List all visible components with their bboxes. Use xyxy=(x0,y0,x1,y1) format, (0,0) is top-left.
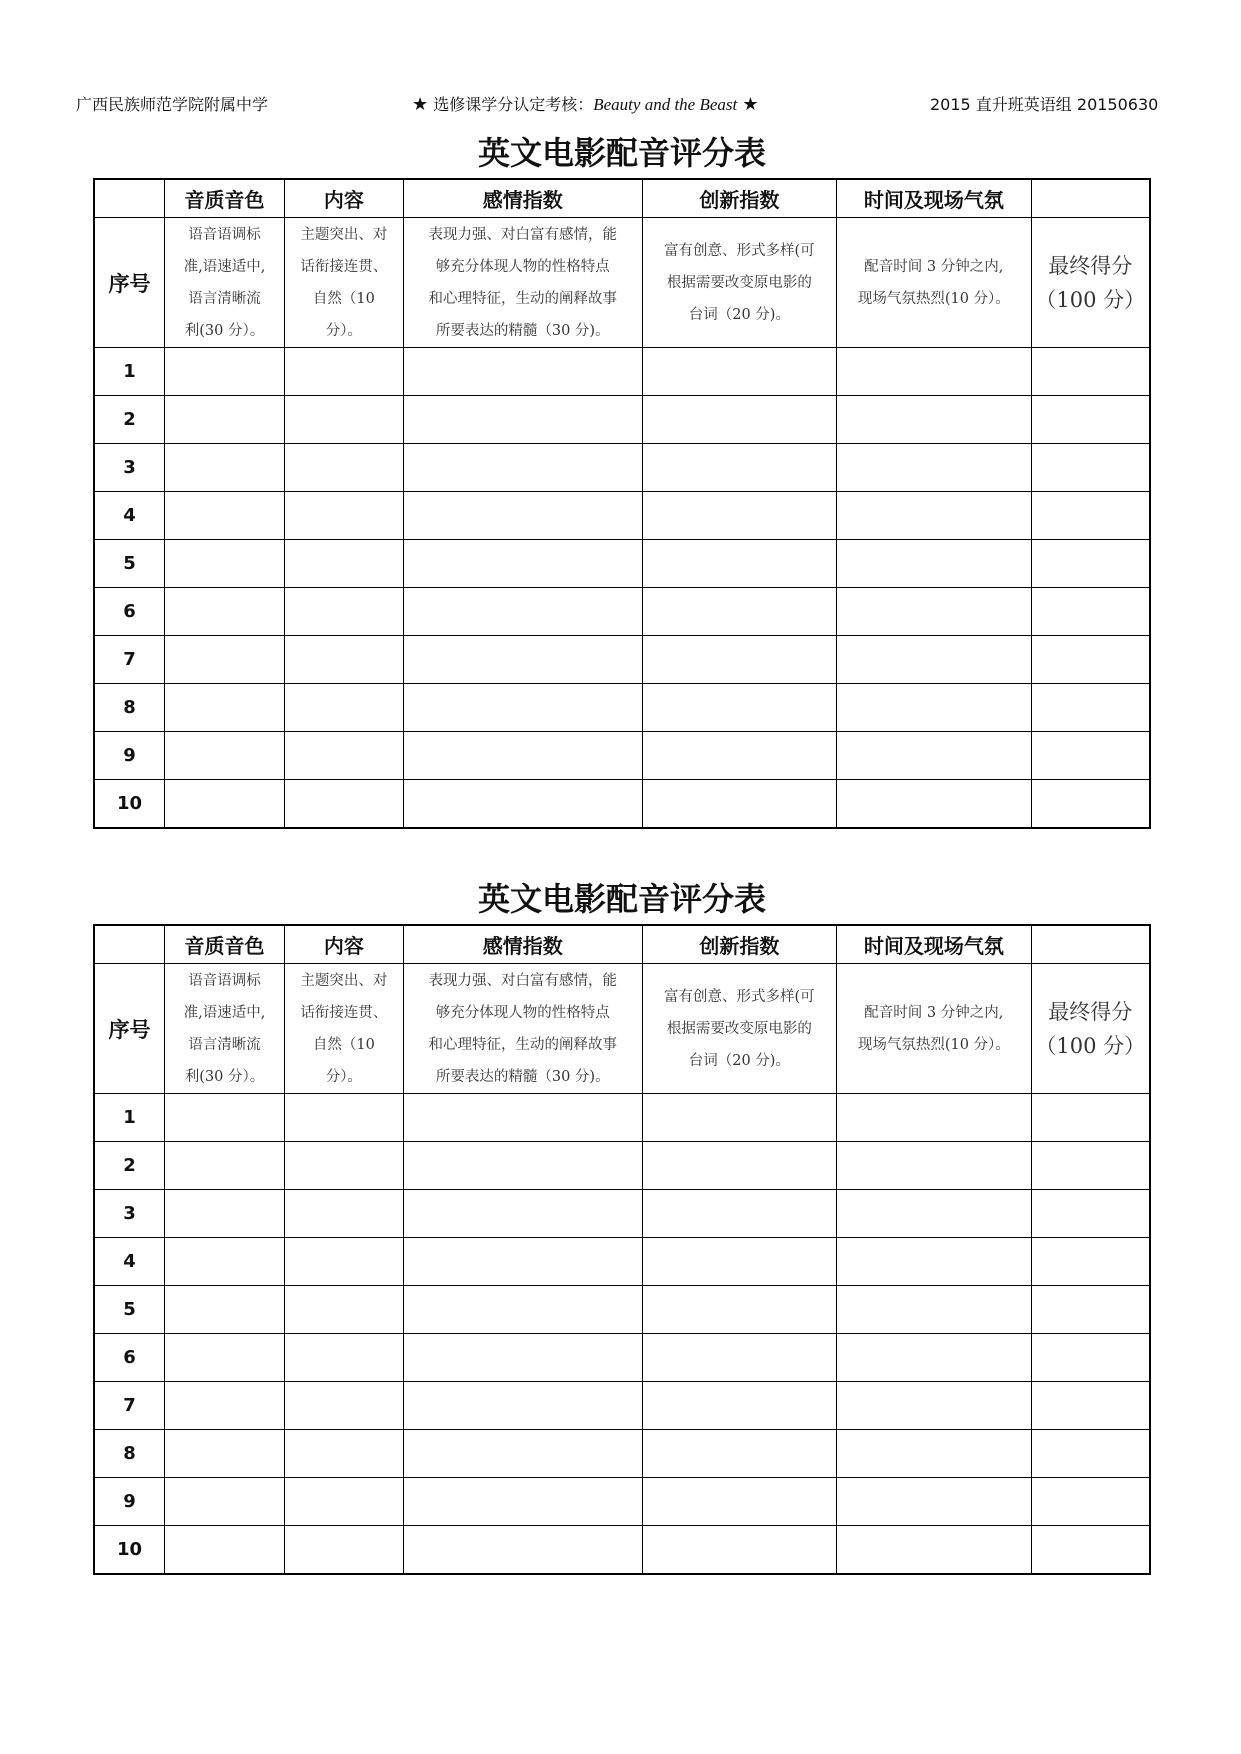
score-cell[interactable] xyxy=(165,1142,285,1190)
score-cell[interactable] xyxy=(642,348,836,396)
column-header-row xyxy=(94,179,1150,218)
table-row xyxy=(94,1478,1150,1526)
seq-label-cell xyxy=(94,964,165,1094)
score-cell[interactable] xyxy=(1031,1238,1150,1286)
table-row xyxy=(94,1238,1150,1286)
score-cell[interactable] xyxy=(642,1334,836,1382)
score-cell[interactable] xyxy=(642,492,836,540)
score-cell[interactable] xyxy=(403,636,642,684)
criteria-description xyxy=(403,218,642,348)
score-sheet-2 xyxy=(93,874,1151,1575)
score-cell[interactable] xyxy=(284,396,403,444)
column-header xyxy=(1031,925,1150,964)
table-row xyxy=(94,1430,1150,1478)
score-cell[interactable] xyxy=(165,636,285,684)
criteria-line: 话衔接连贯、 xyxy=(300,258,388,275)
table-row xyxy=(94,540,1150,588)
row-number-cell xyxy=(94,588,165,636)
score-cell[interactable] xyxy=(1031,540,1150,588)
score-cell[interactable] xyxy=(403,732,642,780)
score-cell[interactable] xyxy=(1031,636,1150,684)
row-number-cell xyxy=(94,780,165,829)
score-cell[interactable] xyxy=(165,540,285,588)
criteria-description xyxy=(284,964,403,1094)
score-cell[interactable] xyxy=(1031,1286,1150,1334)
score-cell[interactable] xyxy=(403,492,642,540)
score-table xyxy=(93,924,1151,1575)
column-header: 感情指数 xyxy=(403,179,642,218)
score-cell[interactable] xyxy=(837,396,1031,444)
score-cell[interactable] xyxy=(1031,492,1150,540)
score-cell[interactable] xyxy=(403,396,642,444)
column-header-row xyxy=(94,925,1150,964)
criteria-line: 语言清晰流 xyxy=(188,290,261,307)
row-number: 6 xyxy=(123,1347,136,1368)
score-cell[interactable] xyxy=(165,1094,285,1142)
criteria-line: 根据需要改变原电影的 xyxy=(666,1020,812,1037)
column-header: 感情指数 xyxy=(403,925,642,964)
score-cell[interactable] xyxy=(403,1142,642,1190)
score-cell[interactable] xyxy=(284,1286,403,1334)
score-cell[interactable] xyxy=(1031,1334,1150,1382)
score-cell[interactable] xyxy=(165,1238,285,1286)
score-cell[interactable] xyxy=(837,1094,1031,1142)
table-row xyxy=(94,1094,1150,1142)
criteria-line: 够充分体现人物的性格特点 xyxy=(435,1004,610,1021)
row-number: 4 xyxy=(123,505,136,526)
score-cell[interactable] xyxy=(642,1478,836,1526)
score-cell[interactable] xyxy=(165,444,285,492)
score-cell[interactable] xyxy=(403,684,642,732)
table-row xyxy=(94,1286,1150,1334)
criteria-line: 主题突出、对 xyxy=(300,226,388,243)
column-header xyxy=(94,925,165,964)
score-cell[interactable] xyxy=(165,1526,285,1575)
criteria-line: 利(30 分）。 xyxy=(184,322,265,339)
score-cell[interactable] xyxy=(165,1430,285,1478)
criteria-line: 表现力强、对白富有感情，能 xyxy=(428,226,617,243)
score-cell[interactable] xyxy=(284,540,403,588)
score-cell[interactable] xyxy=(1031,588,1150,636)
table-row xyxy=(94,396,1150,444)
row-number-cell xyxy=(94,1142,165,1190)
column-header: 音质音色 xyxy=(165,179,285,218)
score-cell[interactable] xyxy=(284,636,403,684)
score-sheet-1 xyxy=(93,128,1151,829)
criteria-line: 自然（10 xyxy=(312,290,375,307)
group-label: 2015 直升班英语组 20150630 xyxy=(930,95,1159,114)
score-cell[interactable] xyxy=(837,1526,1031,1575)
score-cell[interactable] xyxy=(1031,1430,1150,1478)
score-cell[interactable] xyxy=(837,1382,1031,1430)
score-cell[interactable] xyxy=(284,684,403,732)
row-number-cell xyxy=(94,1478,165,1526)
score-cell[interactable] xyxy=(284,1526,403,1575)
column-header: 音质音色 xyxy=(165,925,285,964)
score-cell[interactable] xyxy=(1031,1142,1150,1190)
sheet-title: 英文电影配音评分表 xyxy=(477,880,766,918)
criteria-description xyxy=(837,964,1031,1094)
table-row xyxy=(94,588,1150,636)
criteria-line: 富有创意、形式多样(可 xyxy=(664,242,815,259)
row-number: 5 xyxy=(123,1299,136,1320)
criteria-line: 和心理特征，生动的阐释故事 xyxy=(428,290,617,307)
row-number-cell xyxy=(94,1190,165,1238)
score-cell[interactable] xyxy=(403,1526,642,1575)
score-cell[interactable] xyxy=(284,444,403,492)
score-cell[interactable] xyxy=(284,1142,403,1190)
row-number-cell xyxy=(94,636,165,684)
row-number-cell xyxy=(94,1238,165,1286)
score-cell[interactable] xyxy=(837,1478,1031,1526)
criteria-line: 自然（10 xyxy=(312,1036,375,1053)
criteria-line: 所要表达的精髓（30 分)。 xyxy=(435,1068,610,1085)
score-cell[interactable] xyxy=(1031,396,1150,444)
criteria-line: 利(30 分）。 xyxy=(184,1068,265,1085)
row-number-cell xyxy=(94,732,165,780)
score-cell[interactable] xyxy=(1031,1478,1150,1526)
score-cell[interactable] xyxy=(165,1190,285,1238)
row-number: 4 xyxy=(123,1251,136,1272)
score-cell[interactable] xyxy=(642,1238,836,1286)
criteria-line: 现场气氛热烈(10 分）。 xyxy=(857,1036,1010,1053)
score-cell[interactable] xyxy=(284,1334,403,1382)
final-score-label-cell xyxy=(1031,218,1150,348)
score-cell[interactable] xyxy=(284,492,403,540)
score-cell[interactable] xyxy=(284,588,403,636)
row-number-cell xyxy=(94,444,165,492)
score-cell[interactable] xyxy=(1031,1382,1150,1430)
score-cell[interactable] xyxy=(165,396,285,444)
score-cell[interactable] xyxy=(165,348,285,396)
row-number: 5 xyxy=(123,553,136,574)
table-row xyxy=(94,732,1150,780)
score-cell[interactable] xyxy=(284,348,403,396)
criteria-description xyxy=(837,218,1031,348)
criteria-line: 分）。 xyxy=(325,1068,362,1085)
column-header xyxy=(94,179,165,218)
criteria-row xyxy=(94,218,1150,348)
criteria-line: 分）。 xyxy=(325,322,362,339)
row-number: 7 xyxy=(123,1395,136,1416)
table-row xyxy=(94,492,1150,540)
criteria-line: 话衔接连贯、 xyxy=(300,1004,388,1021)
score-cell[interactable] xyxy=(165,1334,285,1382)
score-cell[interactable] xyxy=(403,588,642,636)
score-cell[interactable] xyxy=(642,1286,836,1334)
criteria-description xyxy=(642,218,836,348)
score-cell[interactable] xyxy=(642,540,836,588)
score-cell[interactable] xyxy=(403,1430,642,1478)
score-cell[interactable] xyxy=(642,1094,836,1142)
score-cell[interactable] xyxy=(642,588,836,636)
criteria-description xyxy=(165,964,285,1094)
score-cell[interactable] xyxy=(837,1142,1031,1190)
column-header xyxy=(1031,179,1150,218)
score-cell[interactable] xyxy=(284,780,403,829)
score-cell[interactable] xyxy=(642,684,836,732)
score-cell[interactable] xyxy=(642,396,836,444)
table-row xyxy=(94,1526,1150,1575)
score-cell[interactable] xyxy=(837,1334,1031,1382)
score-cell[interactable] xyxy=(642,780,836,829)
page-header xyxy=(0,92,1241,116)
table-row xyxy=(94,1334,1150,1382)
score-cell[interactable] xyxy=(837,684,1031,732)
row-number: 8 xyxy=(123,697,136,718)
criteria-description xyxy=(284,218,403,348)
score-cell[interactable] xyxy=(165,1382,285,1430)
score-cell[interactable] xyxy=(165,492,285,540)
score-cell[interactable] xyxy=(284,1094,403,1142)
score-cell[interactable] xyxy=(837,1430,1031,1478)
score-cell[interactable] xyxy=(403,444,642,492)
table-row xyxy=(94,636,1150,684)
score-cell[interactable] xyxy=(837,348,1031,396)
criteria-line: 台词（20 分)。 xyxy=(688,1052,790,1069)
criteria-line: 配音时间 3 分钟之内, xyxy=(864,1004,1004,1021)
column-header: 创新指数 xyxy=(642,925,836,964)
score-cell[interactable] xyxy=(642,732,836,780)
final-score-label: （100 分） xyxy=(1035,1033,1146,1058)
score-cell[interactable] xyxy=(837,780,1031,829)
column-header: 时间及现场气氛 xyxy=(837,179,1031,218)
criteria-line: 配音时间 3 分钟之内, xyxy=(864,258,1004,275)
row-number-cell xyxy=(94,1094,165,1142)
row-number: 2 xyxy=(123,409,136,430)
score-cell[interactable] xyxy=(165,1286,285,1334)
final-score-label: 最终得分 xyxy=(1048,999,1133,1024)
score-cell[interactable] xyxy=(642,1382,836,1430)
score-cell[interactable] xyxy=(837,1190,1031,1238)
score-cell[interactable] xyxy=(1031,1190,1150,1238)
row-number-cell xyxy=(94,348,165,396)
table-row xyxy=(94,1382,1150,1430)
column-header: 内容 xyxy=(284,925,403,964)
score-cell[interactable] xyxy=(165,732,285,780)
row-number-cell xyxy=(94,396,165,444)
score-cell[interactable] xyxy=(1031,1094,1150,1142)
criteria-line: 根据需要改变原电影的 xyxy=(666,274,812,291)
score-cell[interactable] xyxy=(403,1286,642,1334)
score-cell[interactable] xyxy=(165,1478,285,1526)
row-number: 2 xyxy=(123,1155,136,1176)
row-number-cell xyxy=(94,1286,165,1334)
row-number: 9 xyxy=(123,1491,136,1512)
score-cell[interactable] xyxy=(284,1238,403,1286)
score-cell[interactable] xyxy=(165,684,285,732)
score-cell[interactable] xyxy=(403,1478,642,1526)
row-number-cell xyxy=(94,1430,165,1478)
score-cell[interactable] xyxy=(403,348,642,396)
score-cell[interactable] xyxy=(642,444,836,492)
score-cell[interactable] xyxy=(403,1094,642,1142)
criteria-line: 台词（20 分)。 xyxy=(688,306,790,323)
criteria-description xyxy=(403,964,642,1094)
row-number-cell xyxy=(94,492,165,540)
final-score-label: 最终得分 xyxy=(1048,253,1133,278)
score-cell[interactable] xyxy=(284,1430,403,1478)
criteria-line: 富有创意、形式多样(可 xyxy=(664,988,815,1005)
score-cell[interactable] xyxy=(403,1382,642,1430)
row-number: 3 xyxy=(123,1203,136,1224)
row-number: 1 xyxy=(123,361,136,382)
score-cell[interactable] xyxy=(1031,684,1150,732)
score-cell[interactable] xyxy=(403,1190,642,1238)
column-header: 内容 xyxy=(284,179,403,218)
score-cell[interactable] xyxy=(165,588,285,636)
criteria-line: 语音语调标 xyxy=(188,226,261,243)
row-number: 6 xyxy=(123,601,136,622)
row-number: 9 xyxy=(123,745,136,766)
table-row xyxy=(94,348,1150,396)
score-cell[interactable] xyxy=(1031,444,1150,492)
table-row xyxy=(94,1190,1150,1238)
criteria-line: 表现力强、对白富有感情，能 xyxy=(428,972,617,989)
row-number-cell xyxy=(94,1382,165,1430)
row-number: 1 xyxy=(123,1107,136,1128)
score-cell[interactable] xyxy=(284,1382,403,1430)
score-table xyxy=(93,178,1151,829)
seq-label-cell xyxy=(94,218,165,348)
criteria-line: 语言清晰流 xyxy=(188,1036,261,1053)
score-cell[interactable] xyxy=(642,636,836,684)
score-cell[interactable] xyxy=(1031,348,1150,396)
row-number-cell xyxy=(94,1526,165,1575)
column-header: 时间及现场气氛 xyxy=(837,925,1031,964)
score-cell[interactable] xyxy=(165,780,285,829)
score-cell[interactable] xyxy=(837,732,1031,780)
score-cell[interactable] xyxy=(837,1238,1031,1286)
score-cell[interactable] xyxy=(1031,1526,1150,1575)
criteria-line: 现场气氛热烈(10 分）。 xyxy=(857,290,1010,307)
course-title: Beauty and the Beast xyxy=(593,95,738,114)
score-cell[interactable] xyxy=(837,540,1031,588)
school-name: 广西民族师范学院附属中学 xyxy=(76,95,269,114)
seq-label: 序号 xyxy=(108,1017,151,1042)
score-cell[interactable] xyxy=(403,1238,642,1286)
criteria-line: 准,语速适中, xyxy=(183,1004,266,1021)
criteria-line: 够充分体现人物的性格特点 xyxy=(435,258,610,275)
star-icon: ★ xyxy=(412,94,429,115)
score-cell[interactable] xyxy=(403,780,642,829)
score-cell[interactable] xyxy=(403,540,642,588)
table-row xyxy=(94,684,1150,732)
criteria-line: 所要表达的精髓（30 分)。 xyxy=(435,322,610,339)
row-number-cell xyxy=(94,1334,165,1382)
criteria-line: 准,语速适中, xyxy=(183,258,266,275)
score-cell[interactable] xyxy=(642,1526,836,1575)
row-number: 8 xyxy=(123,1443,136,1464)
row-number: 7 xyxy=(123,649,136,670)
column-header: 创新指数 xyxy=(642,179,836,218)
row-number: 3 xyxy=(123,457,136,478)
star-icon: ★ xyxy=(742,94,759,115)
score-cell[interactable] xyxy=(837,636,1031,684)
score-cell[interactable] xyxy=(284,732,403,780)
criteria-line: 主题突出、对 xyxy=(300,972,388,989)
score-cell[interactable] xyxy=(642,1430,836,1478)
score-cell[interactable] xyxy=(837,444,1031,492)
score-cell[interactable] xyxy=(837,588,1031,636)
row-number: 10 xyxy=(116,1539,143,1560)
seq-label: 序号 xyxy=(108,271,151,296)
score-cell[interactable] xyxy=(403,1334,642,1382)
score-cell[interactable] xyxy=(284,1478,403,1526)
criteria-row xyxy=(94,964,1150,1094)
score-cell[interactable] xyxy=(837,492,1031,540)
score-cell[interactable] xyxy=(1031,780,1150,829)
score-cell[interactable] xyxy=(642,1142,836,1190)
final-score-label: （100 分） xyxy=(1035,287,1146,312)
criteria-line: 和心理特征，生动的阐释故事 xyxy=(428,1036,617,1053)
score-cell[interactable] xyxy=(642,1190,836,1238)
score-cell[interactable] xyxy=(1031,732,1150,780)
table-row xyxy=(94,1142,1150,1190)
sheet-title: 英文电影配音评分表 xyxy=(477,134,766,172)
table-row xyxy=(94,780,1150,829)
score-cell[interactable] xyxy=(837,1286,1031,1334)
row-number: 10 xyxy=(116,793,143,814)
row-number-cell xyxy=(94,684,165,732)
course-heading xyxy=(412,92,758,115)
course-prefix: 选修课学分认定考核： xyxy=(433,95,594,114)
table-row xyxy=(94,444,1150,492)
final-score-label-cell xyxy=(1031,964,1150,1094)
criteria-line: 语音语调标 xyxy=(188,972,261,989)
criteria-description xyxy=(642,964,836,1094)
row-number-cell xyxy=(94,540,165,588)
score-cell[interactable] xyxy=(284,1190,403,1238)
criteria-description xyxy=(165,218,285,348)
